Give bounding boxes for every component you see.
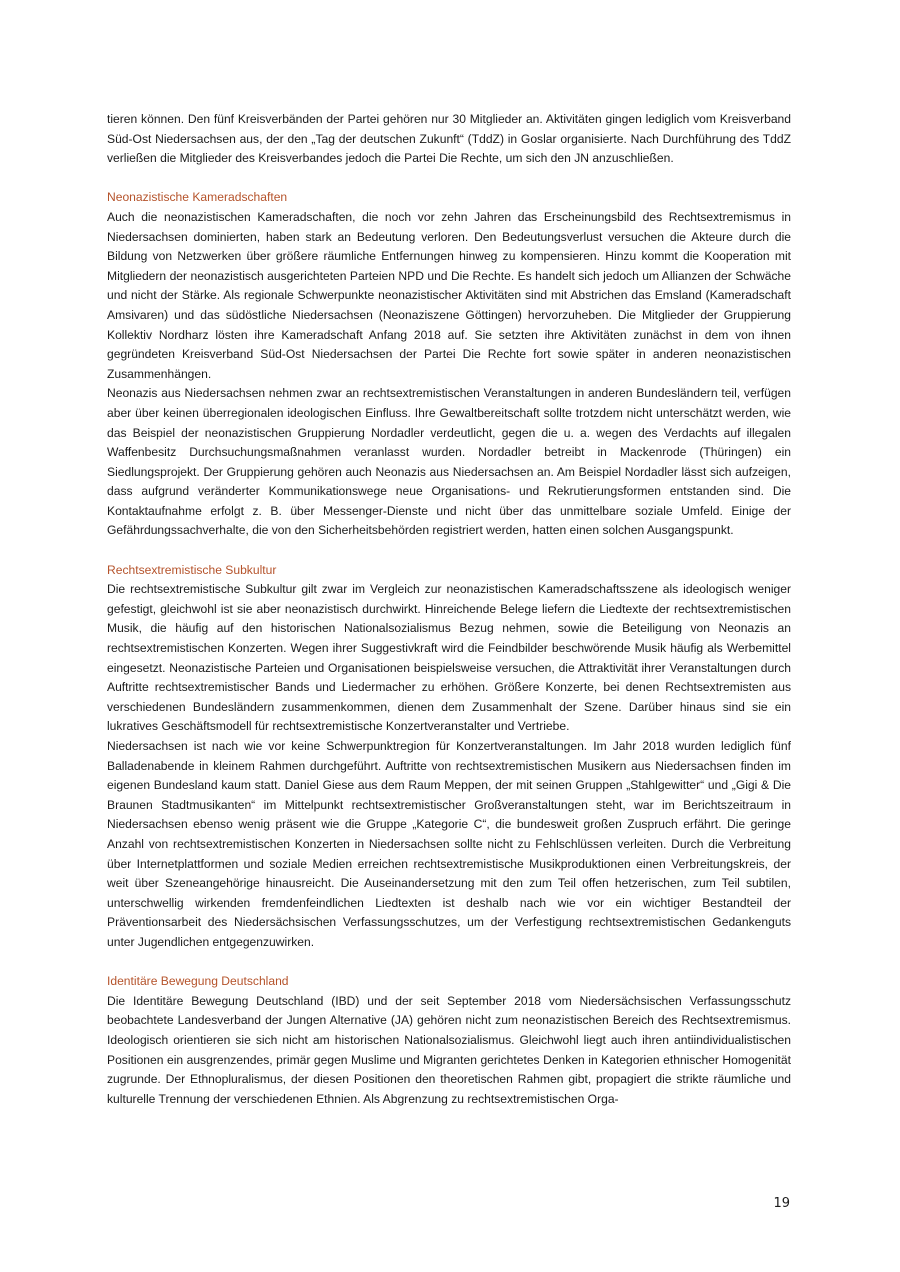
intro-paragraph: tieren können. Den fünf Kreisverbänden der Partei gehören nur 30 Mitglieder an. Aktivitäten gingen lediglich vom Kreisverband Süd-Ost Niedersachsen aus, der den „Tag der deutschen Zukunft“ (TddZ) in Goslar organisierte. Nach Durchführung des TddZ verließen die Mitglieder des Kreisverbandes jedoch die Partei Die Rechte, um sich den JN anzuschließen. [107, 112, 791, 166]
section-heading: Neonazistische Kameradschaften [107, 190, 288, 205]
page-number: 19 [773, 1196, 790, 1211]
paragraph: Neonazis aus Niedersachsen nehmen zwar an rechtsextremistischen Veranstaltungen in anderen Bundesländern teil, verfügen aber über keinen überregionalen ideologischen Einfluss. Ihre Gewaltbereitschaft sollte trotzdem nicht unterschätzt werden, wie das Beispiel der neonazistischen Gruppierung Nordadler verdeutlicht, gegen die u. a. wegen des Verdachts auf illegalen Waffenbesitz Durchsuchungsmaßnahmen veranlasst wurden. Nordadler betreibt in Mackenrode (Thüringen) ein Siedlungsprojekt. Der Gruppierung gehören auch Neonazis aus Niedersachsen an. Am Beispiel Nordadler lässt sich aufzeigen, dass aufgrund veränderter Kommunikationswege neue Organisations- und Rekrutierungsformen entstanden sind. Die Kontaktaufnahme erfolgt z. B. über Messenger-Dienste und nicht über das unmittelbare soziale Umfeld. Einige der Gefährdungssachverhalte, die von den Sicherheitsbehörden registriert werden, hatten einen solchen Ausgangspunkt. [107, 386, 791, 538]
section-heading: Identitäre Bewegung Deutschland [107, 974, 289, 989]
paragraph: Auch die neonazistischen Kameradschaften, die noch vor zehn Jahren das Erscheinungsbild des Rechtsextremismus in Niedersachsen dominierten, haben stark an Bedeutung verloren. Den Bedeutungsverlust versuchen die Akteure durch die Bildung von Netzwerken über größere räumliche Entfernungen hinweg zu kompensieren. Hinzu kommt die Kooperation mit Mitgliedern der neonazistisch ausgerichteten Parteien NPD und Die Rechte. Es handelt sich jedoch um Allianzen der Schwäche und nicht der Stärke. Als regionale Schwerpunkte neonazistischer Aktivitäten sind mit Abstrichen das Emsland (Kameradschaft Amsivaren) und das südöstliche Niedersachsen (Neonaziszene Göttingen) hervorzuheben. Die Mitglieder der Gruppierung Kollektiv Nordharz lösten ihre Kameradschaft Anfang 2018 auf. Sie setzten ihre Aktivitäten zunächst in dem von ihnen gegründeten Kreisverband Süd-Ost Niedersachsen der Partei Die Rechte fort sowie später in anderen neonazistischen Zusammenhängen. [107, 209, 791, 381]
paragraph: Niedersachsen ist nach wie vor keine Schwerpunktregion für Konzertveranstaltungen. Im Jahr 2018 wurden lediglich fünf Balladenabende in kleinem Rahmen durchgeführt. Auftritte von rechtsextremistischen Musikern aus Niedersachsen finden im eigenen Bundesland kaum statt. Daniel Giese aus dem Raum Meppen, der mit seinen Gruppen „Stahlgewitter“ und „Gigi & Die Braunen Stadtmusikanten“ im Mittelpunkt rechtsextremistischer Großveranstaltungen steht, war im Berichtszeitraum in Niedersachsen ebenso wenig präsent wie die Gruppe „Kategorie C“, die bundesweit großen Zuspruch erfährt. Die geringe Anzahl von rechtsextremistischen Konzerten in Niedersachsen sollte nicht zu Fehlschlüssen verleiten. Durch die Verbreitung über Internetplattformen und soziale Medien erreichen rechtsextremistische Musikproduktionen einen Verbreitungskreis, der weit über Szeneangehörige hinausreicht. Die Auseinandersetzung mit den zum Teil offen hetzerischen, zum Teil subtilen, unterschwellig wirkenden fremdenfeindlichen Liedtexten ist deshalb nach wie vor ein wichtiger Bestandteil der Präventionsarbeit des Niedersächsischen Verfassungsschutzes, um der Verfestigung rechtsextremistischen Gedankenguts unter Jugendlichen entgegenzuwirken. [107, 739, 791, 949]
paragraph: Die rechtsextremistische Subkultur gilt zwar im Vergleich zur neonazistischen Kameradschaftsszene als ideologisch weniger gefestigt, gleichwohl ist sie aber neonazistisch durchwirkt. Hinreichende Belege liefern die Liedtexte der rechtsextremistischen Musik, die häufig auf den historischen Nationalsozialismus Bezug nehmen, sowie die Beteiligung von Neonazis an rechtsextremistischen Konzerten. Wegen ihrer Suggestivkraft wird die Feindbilder beschwörende Musik häufig als Werbemittel eingesetzt. Neonazistische Parteien und Organisationen beispielsweise versuchen, die Attraktivität ihrer Veranstaltungen durch Auftritte rechtsextremistischer Bands und Liedermacher zu erhöhen. Größere Konzerte, bei denen Rechtsextremisten aus verschiedenen Bundesländern zusammenkommen, dienen dem Zusammenhalt der Szene. Darüber hinaus sind sie ein lukratives Geschäftsmodell für rechtsextremistische Konzertveranstalter und Vertriebe. [107, 582, 791, 734]
section-identitaere-bewegung [107, 972, 791, 1109]
page-body [107, 110, 791, 1109]
section-rechtsextremistische-subkultur [107, 561, 791, 953]
paragraph: Die Identitäre Bewegung Deutschland (IBD) und der seit September 2018 vom Niedersächsischen Verfassungsschutz beobachtete Landesverband der Jungen Alternative (JA) gehören nicht zum neonazistischen Bereich des Rechtsextremismus. Ideologisch orientieren sie sich nicht am historischen Nationalsozialismus. Gleichwohl liegt auch ihren antiindividualistischen Positionen ein ausgrenzendes, primär gegen Muslime und Migranten gerichtetes Denken in Kategorien ethnischer Homogenität zugrunde. Der Ethnopluralismus, der diesen Positionen den theoretischen Rahmen gibt, propagiert die strikte räumliche und kulturelle Trennung der verschiedenen Ethnien. Als Abgrenzung zu rechtsextremistischen Orga- [107, 993, 791, 1106]
section-neonazistische-kameradschaften [107, 188, 791, 541]
section-heading: Rechtsextremistische Subkultur [107, 562, 277, 577]
